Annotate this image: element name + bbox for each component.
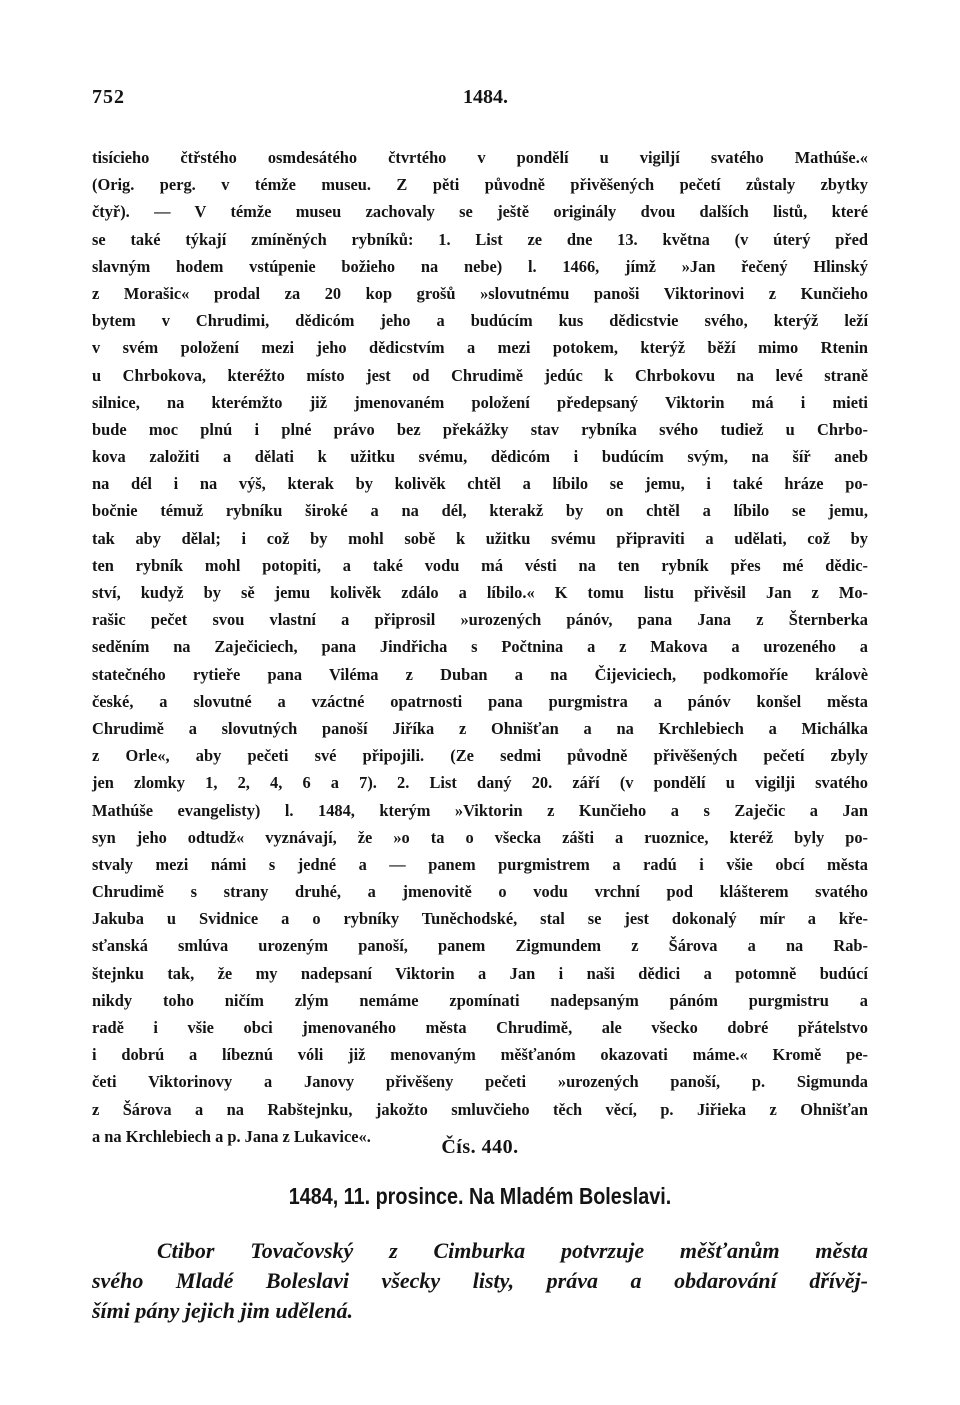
- text-line: sťanská smlúva urozeným panoší, panem Zigmundem z Šárova a na Rab-: [92, 936, 868, 956]
- text-line: z Morašic« prodal za 20 kop grošů »slovutnému panoši Viktorinovi z Kunčieho: [92, 283, 868, 303]
- text-line: z Šárova a na Rabštejnku, jakožto smluvčieho těch věcí, p. Jiřieka z Ohnišťan: [92, 1099, 868, 1119]
- text-line: v svém položení mezi jeho dědicstvím a mezi potokem, kterýž běží mimo Rtenin: [92, 338, 868, 358]
- text-line: (Orig. perg. v témže museu. Z pěti původně přivěšených pečetí zůstaly zbytky: [92, 175, 868, 195]
- text-line: tak aby dělal; i což by mohl sobě k užitku svému připraviti a udělati, což by: [92, 528, 868, 548]
- text-line: u Chrbokova, kteréžto místo jest od Chrudimě jedúc k Chrbokovu na levé straně: [92, 365, 868, 385]
- text-line: Chrudimě a slovutných panoší Jiříka z Ohnišťan a na Krchlebiech a Michálka: [92, 718, 868, 738]
- text-line: bytem v Chrudimi, dědicóm jeho a budúcím kus dědicstvie svého, kterýž leží: [92, 311, 868, 331]
- text-line: Mathúše evangelisty) l. 1484, kterým »Viktorin z Kunčieho a s Zaječic a Jan: [92, 800, 868, 820]
- text-line: kova založiti a dělati k užitku svému, dědicóm i budúcím svým, na šíř aneb: [92, 447, 868, 467]
- document-date-heading: 1484, 11. prosince. Na Mladém Boleslavi.: [288, 1183, 672, 1209]
- text-line: radě i všie obci jmenovaného města Chrudimě, ale všecko dobré přátelstvo: [92, 1018, 868, 1037]
- body-text: [92, 144, 868, 1150]
- text-line: a na Krchlebiech a p. Jana z Lukavice«.: [92, 1126, 371, 1146]
- running-head-year: 1484.: [463, 86, 508, 108]
- text-line: stvaly mezi námi s jedné a — panem purgmistrem a radú i všie obcí města: [92, 854, 868, 874]
- text-line: jen zlomky 1, 2, 4, 6 a 7). 2. List daný 20. září (v pondělí u vigilji svatého: [92, 773, 868, 793]
- abstract-line: Ctibor Tovačovský z Cimburka potvrzuje měšťanům města: [157, 1238, 868, 1263]
- text-line: syn jeho odtudž« vyznávají, že »o ta o všecka zášti a ruoznice, kteréž byly po-: [92, 827, 868, 847]
- abstract-line: šími pány jejich jim udělená.: [92, 1298, 353, 1323]
- abstract-line: svého Mladé Boleslavi všecky listy, práva a obdarování dřívěj-: [92, 1268, 868, 1293]
- text-line: štejnku tak, že my nadepsaní Viktorin a Jan i naši dědici a potomně budúcí: [92, 963, 868, 983]
- text-line: seděním na Zaječiciech, pana Jindřicha s Počtnina a z Makova a urozeného a: [92, 637, 868, 657]
- text-line: se také týkají zmíněných rybníků: 1. List ze dne 13. května (v úterý před: [92, 229, 868, 249]
- text-line: čtyř). — V témže museu zachovaly se ještě originály dvou dalších listů, které: [92, 202, 868, 222]
- text-line: četi Viktorinovy a Janovy přivěšeny pečeti »urozených panoší, p. Sigmunda: [92, 1072, 868, 1092]
- text-line: české, a slovutné a vzáctné opatrnosti pana purgmistra a pánóv konšel města: [92, 691, 868, 711]
- text-line: Jakuba u Svidnice a o rybníky Tuněchodské, stal se jest dokonalý mír a kře-: [92, 909, 868, 929]
- text-line: na dél i na výš, kterak by kolivěk chtěl a líbilo se jemu, i také hráze po-: [92, 474, 868, 494]
- text-line: ství, kudyž by sě jemu kolivěk zdálo a líbilo.« K tomu listu přivěsil Jan z Mo-: [92, 583, 868, 602]
- document-abstract: [92, 1236, 868, 1326]
- page-number: 752: [92, 86, 125, 108]
- text-line: Chrudimě s strany druhé, a jmenovitě o vodu vrchní pod klášterem svatého: [92, 882, 868, 902]
- text-line: bočnie témuž rybníku široké a na dél, kterakž by on chtěl a líbilo se jemu,: [92, 501, 868, 521]
- text-line: tisícieho čtřstého osmdesátého čtvrtého v pondělí u vigiljí svatého Mathúše.«: [92, 148, 868, 167]
- text-line: bude moc plnú i plné právo bez překážky stav rybníka svého tudiež u Chrbo-: [92, 419, 868, 439]
- text-line: slavným hodem vstúpenie božieho na nebe) l. 1466, jímž »Jan řečený Hlinský: [92, 256, 868, 276]
- text-line: z Orle«, aby pečeti své připojili. (Ze sedmi původně přivěšených pečetí zbyly: [92, 746, 868, 766]
- text-line: i dobrú a líbeznú vóli již menovaným měšťanóm okazovati máme.« Kromě pe-: [92, 1045, 868, 1065]
- text-line: ten rybník mohl potopiti, a také vodu má vésti na ten rybník přes mé dědic-: [92, 555, 868, 575]
- text-line: rašic pečet svou vlastní a připrosil »urozených pánóv, pana Jana z Šternberka: [92, 610, 868, 630]
- document-number: Čís. 440.: [441, 1136, 519, 1158]
- page-header: [92, 86, 868, 116]
- text-line: silnice, na kterémžto již jmenovaném položení předepsaný Viktorin má i mieti: [92, 392, 868, 412]
- text-line: nikdy toho ničím zlým nemáme zpomínati nadepsaným pánóm purgmistru a: [92, 990, 868, 1010]
- text-line: statečného rytieře pana Viléma z Duban a na Čijeviciech, podkomoříe královè: [92, 664, 868, 684]
